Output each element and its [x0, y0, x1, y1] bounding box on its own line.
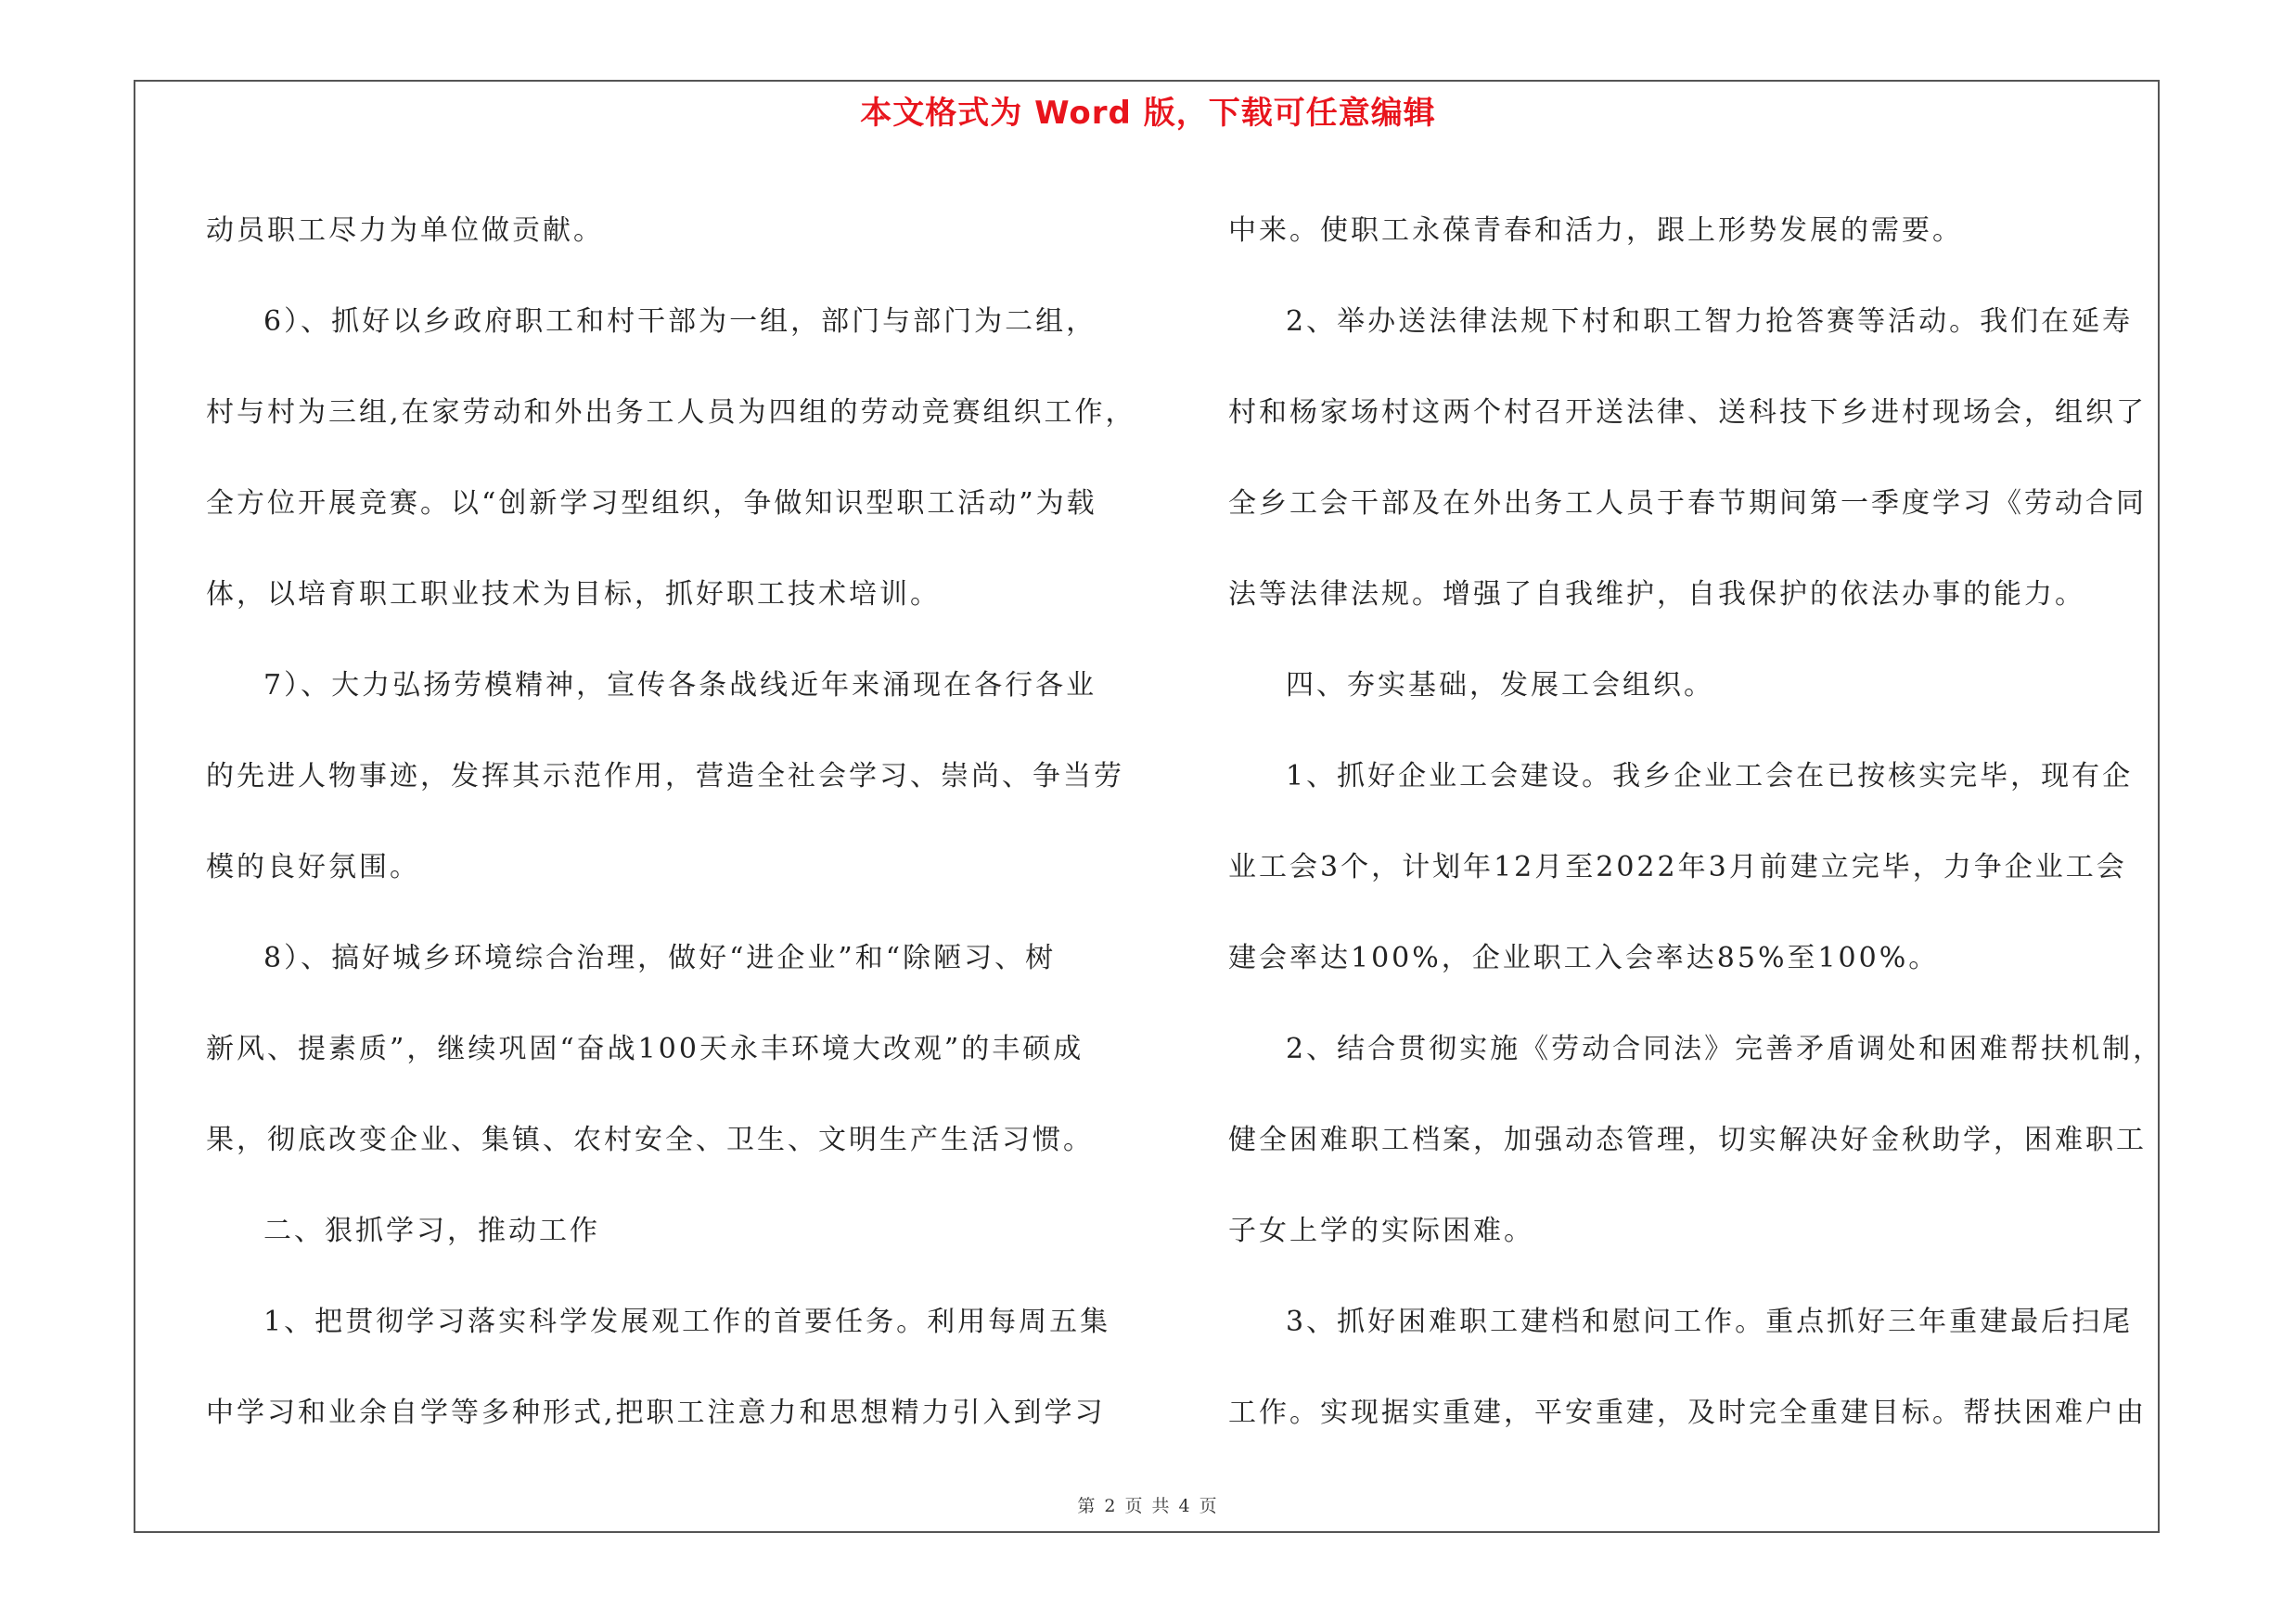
text-line: 全乡工会干部及在外出务工人员于春节期间第一季度学习《劳动合同 — [1228, 487, 2147, 520]
text-line: 8）、搞好城乡环境综合治理，做好“进企业”和“除陋习、树 — [263, 942, 1057, 974]
section-heading: 二、狠抓学习，推动工作 — [263, 1215, 600, 1247]
text-line: 2、举办送法律法规下村和职工智力抢答赛等活动。我们在延寿 — [1286, 305, 2134, 338]
text-line: 7）、大力弘扬劳模精神，宣传各条战线近年来涌现在各行各业 — [263, 669, 1097, 702]
text-line: 新风、提素质”，继续巩固“奋战100天永丰环境大改观”的丰硕成 — [206, 1033, 1084, 1065]
text-line: 村和杨家场村这两个村召开送法律、送科技下乡进村现场会，组织了 — [1228, 396, 2147, 429]
text-line: 法等法律法规。增强了自我维护，自我保护的依法办事的能力。 — [1228, 578, 2085, 611]
text-line: 体，以培育职工职业技术为目标，抓好职工技术培训。 — [206, 578, 941, 611]
text-line: 模的良好氛围。 — [206, 851, 420, 883]
text-line: 业工会3个，计划年12月至2022年3月前建立完毕，力争企业工会 — [1228, 851, 2127, 883]
text-line: 健全困难职工档案，加强动态管理，切实解决好金秋助学，困难职工 — [1228, 1124, 2147, 1156]
document-banner: 本文格式为 Word 版，下载可任意编辑 — [860, 95, 1436, 132]
text-line: 的先进人物事迹，发挥其示范作用，营造全社会学习、崇尚、争当劳 — [206, 760, 1124, 792]
text-line: 子女上学的实际困难。 — [1228, 1215, 1534, 1247]
text-line: 工作。实现据实重建，平安重建，及时完全重建目标。帮扶困难户由 — [1228, 1397, 2147, 1429]
left-column — [206, 186, 1138, 1459]
page-number: 第 2 页 共 4 页 — [1077, 1496, 1219, 1516]
text-line: 村与村为三组,在家劳动和外出务工人员为四组的劳动竞赛组织工作， — [206, 396, 1136, 429]
section-heading: 四、夯实基础，发展工会组织。 — [1286, 669, 1714, 702]
text-line: 1、把贯彻学习落实科学发展观工作的首要任务。利用每周五集 — [263, 1306, 1111, 1338]
text-line: 3、抓好困难职工建档和慰问工作。重点抓好三年重建最后扫尾 — [1286, 1306, 2134, 1338]
text-line: 2、结合贯彻实施《劳动合同法》完善矛盾调处和困难帮扶机制， — [1286, 1033, 2164, 1065]
text-line: 1、抓好企业工会建设。我乡企业工会在已按核实完毕，现有企 — [1286, 760, 2134, 792]
text-line: 果，彻底改变企业、集镇、农村安全、卫生、文明生产生活习惯。 — [206, 1124, 1094, 1156]
text-line: 动员职工尽力为单位做贡献。 — [206, 214, 604, 247]
text-line: 建会率达100%，企业职工入会率达85%至100%。 — [1228, 942, 1940, 974]
text-line: 6）、抓好以乡政府职工和村干部为一组，部门与部门为二组， — [263, 305, 1097, 338]
text-line: 中来。使职工永葆青春和活力，跟上形势发展的需要。 — [1228, 214, 1963, 247]
text-line: 中学习和业余自学等多种形式,把职工注意力和思想精力引入到学习 — [206, 1397, 1106, 1429]
right-column — [1228, 186, 2164, 1459]
text-line: 全方位开展竞赛。以“创新学习型组织，争做知识型职工活动”为载 — [206, 487, 1097, 520]
